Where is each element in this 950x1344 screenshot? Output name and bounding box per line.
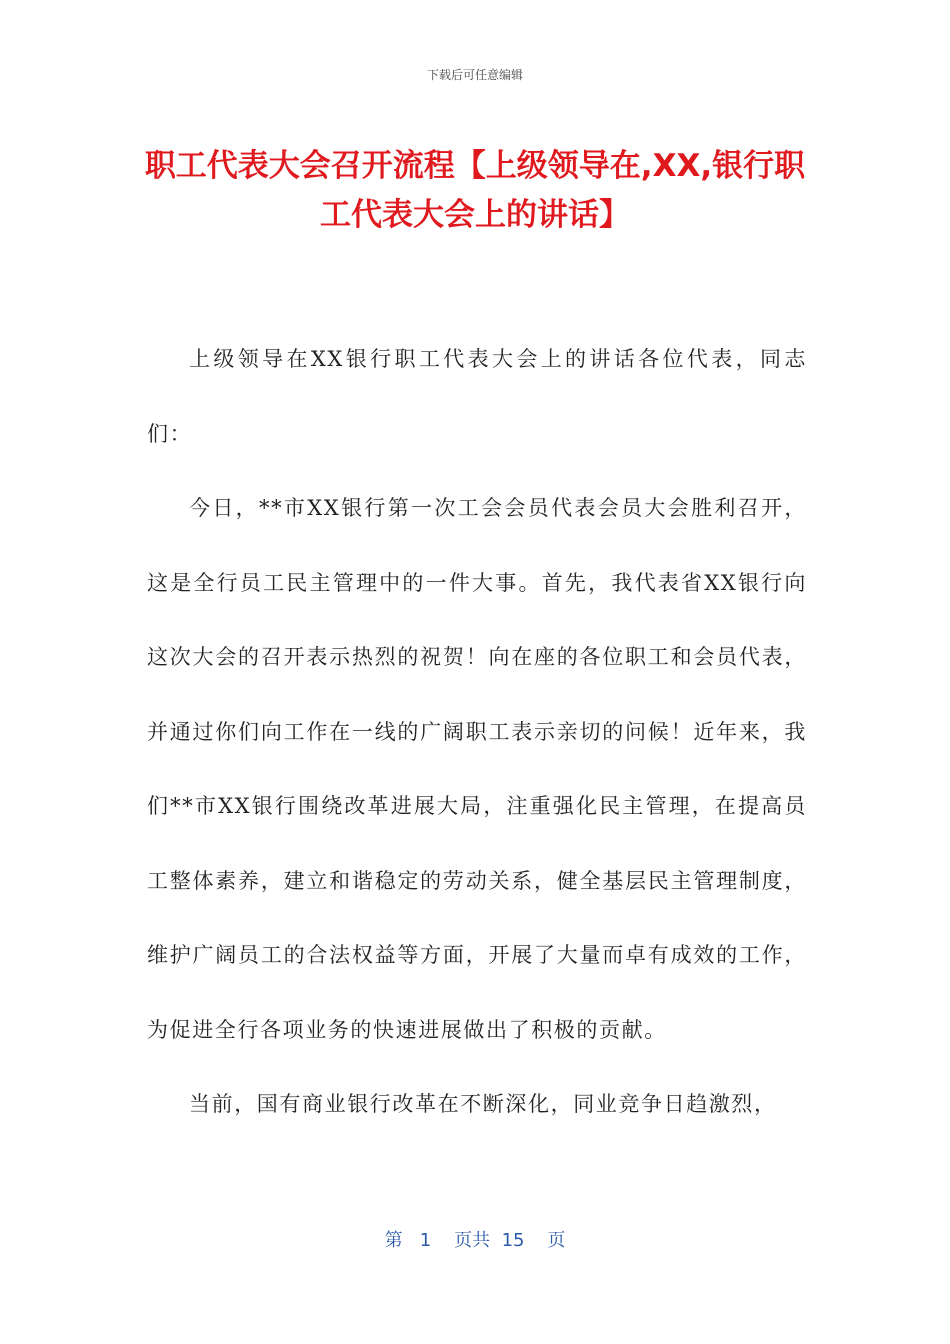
paragraph: 今日，**市XX银行第一次工会会员代表会员大会胜利召开，这是全行员工民主管理中的一件大事。首先，我代表省XX银行向这次大会的召开表示热烈的祝贺！向在座的各位职工和会员代表，并通过你们向工作在一线的广阔职工表示亲切的问候！近年来，我们**市XX银行围绕改革进展大局，注重强化民主管理，在提高员工整体素养，建立和谐稳定的劳动关系，健全基层民主管理制度，维护广阔员工的合法权益等方面，开展了大量而卓有成效的工作，为促进全行各项业务的快速进展做出了积极的贡献。 <box>147 496 807 1042</box>
paragraph: 当前，国有商业银行改革在不断深化，同业竞争日趋激烈， <box>189 1092 777 1116</box>
document-body <box>147 322 807 1142</box>
footer-middle: 页共 <box>454 1230 491 1251</box>
current-page-number: 1 <box>419 1230 432 1251</box>
paragraph: 上级领导在XX银行职工代表大会上的讲话各位代表，同志们： <box>147 347 807 446</box>
total-pages-number: 15 <box>501 1230 525 1251</box>
header-note: 下载后可任意编辑 <box>426 68 523 82</box>
footer-prefix: 第 <box>384 1230 403 1251</box>
document-title: 职工代表大会召开流程【上级领导在,XX,银行职工代表大会上的讲话】 <box>144 148 806 233</box>
footer-suffix: 页 <box>547 1230 566 1251</box>
page-footer <box>0 1226 950 1252</box>
